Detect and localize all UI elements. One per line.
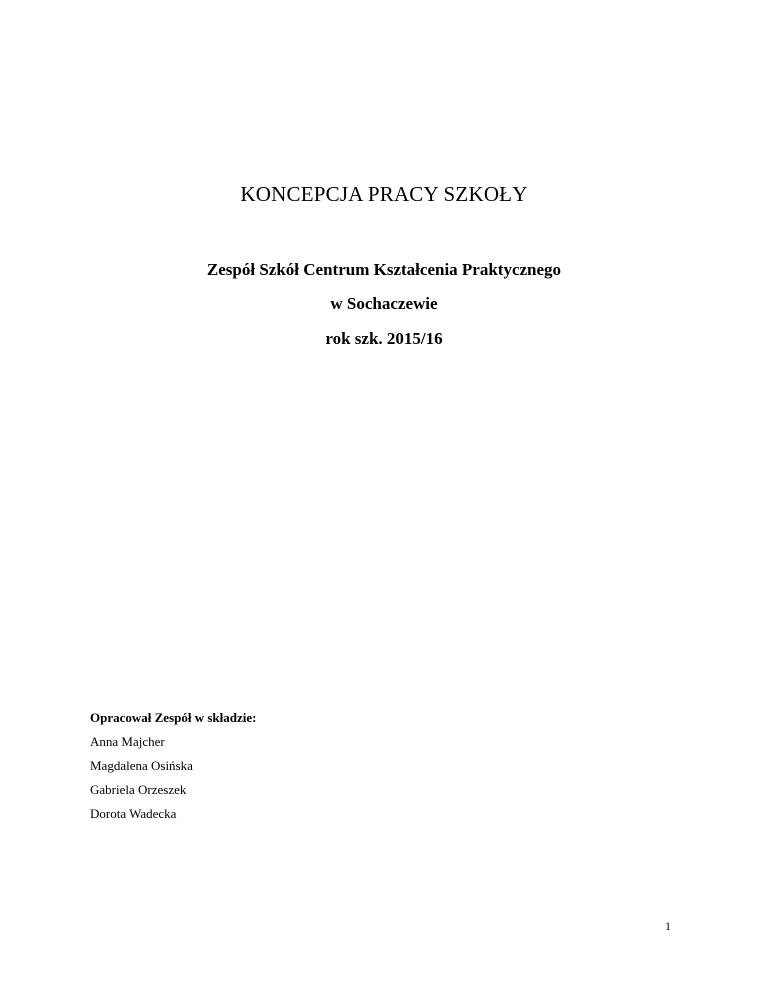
document-title: KONCEPCJA PRACY SZKOŁY bbox=[240, 182, 528, 206]
team-heading: Opracował Zespół w składzie: bbox=[90, 710, 257, 725]
school-year: rok szk. 2015/16 bbox=[325, 329, 443, 348]
school-location: w Sochaczewie bbox=[330, 294, 438, 313]
school-name: Zespół Szkół Centrum Kształcenia Praktycznego bbox=[206, 260, 562, 279]
team-member: Gabriela Orzeszek bbox=[90, 782, 187, 797]
team-member: Dorota Wadecka bbox=[90, 806, 177, 821]
team-section bbox=[90, 709, 256, 829]
team-member: Magdalena Osińska bbox=[90, 758, 193, 773]
team-member: Anna Majcher bbox=[90, 734, 165, 749]
page-number: 1 bbox=[665, 919, 671, 933]
